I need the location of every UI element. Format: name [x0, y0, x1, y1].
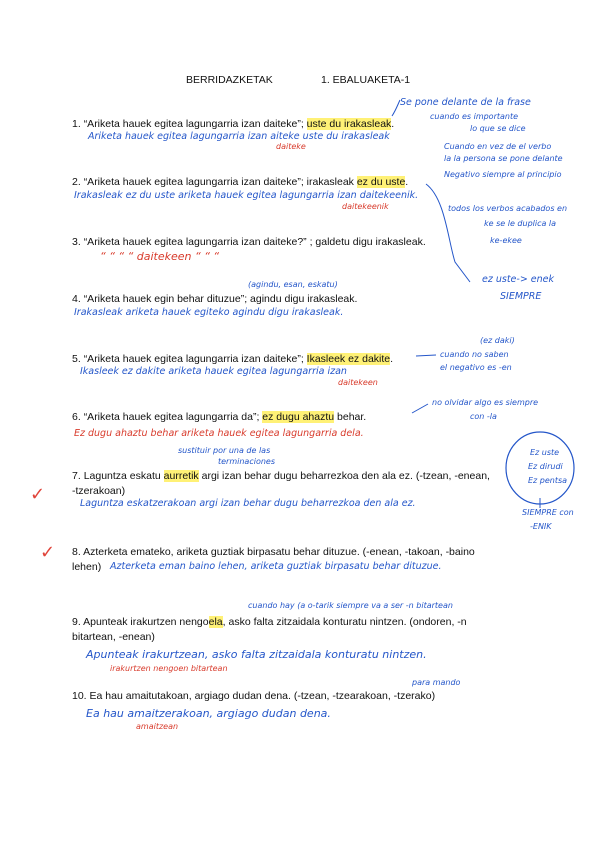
exercise-item-6: 6. “Ariketa hauek egitea lagungarria da”; ez dugu ahaztu behar. — [72, 411, 367, 423]
margin-note-2c: Negativo siempre al principio — [444, 170, 562, 179]
margin-note-6: no olvidar algo es siempre — [432, 398, 539, 407]
margin-note-1b: cuando es importante — [430, 112, 519, 121]
margin-note-2b: la la persona se pone delante — [444, 154, 563, 163]
margin-note-4b: SIEMPRE — [500, 291, 542, 302]
document-header-left: BERRIDAZKETAK — [186, 74, 273, 86]
margin-note-5c: el negativo es -en — [440, 363, 512, 372]
handwritten-answer-8: Azterketa eman baino lehen, ariketa guztiak birpasatu behar dituzue. — [110, 561, 442, 572]
checkmark-icon: ✓ — [30, 484, 46, 505]
handwritten-answer-1: Ariketa hauek egitea lagungarria izan aiteke uste du irakasleak — [88, 131, 390, 142]
handwritten-answer-4: Irakasleak ariketa hauek egiteko agindu digu irakasleak. — [74, 307, 344, 318]
handwritten-correction-5: daitekeen — [338, 378, 378, 387]
exercise-item-9: 9. Apunteak irakurtzen nengoela, asko falta zitzaidala konturatu nintzen. (ondoren, -n — [72, 616, 467, 628]
circled-note-line-2: Ez dirudi — [528, 462, 563, 471]
exercise-item-9-line2: bitartean, -enean) — [72, 631, 155, 643]
exercise-item-10: 10. Ea hau amaitutakoan, argiago dudan dena. (-tzean, -tzearakoan, -tzerako) — [72, 690, 436, 702]
document-header-right: 1. EBALUAKETA-1 — [321, 74, 411, 86]
margin-note-7: SIEMPRE con — [522, 508, 574, 517]
exercise-item-1: 1. “Ariketa hauek egitea lagungarria izan daiteke”; uste du irakasleak. — [72, 118, 395, 130]
handwritten-answer-2: Irakasleak ez du uste ariketa hauek egitea lagungarria izan daitekeenik. — [74, 190, 419, 201]
margin-note-3b: ke se le duplica la — [484, 219, 557, 228]
exercise-item-7: 7. Laguntza eskatu aurretik argi izan behar dugu beharrezkoa den ala ez. (-tzean, -enean, — [72, 470, 490, 482]
margin-note-5b: cuando no saben — [440, 350, 509, 359]
exercise-item-2: 2. “Ariketa hauek egitea lagungarria izan daiteke”; irakasleak ez du uste. — [72, 176, 409, 188]
handwritten-answer-9: Apunteak irakurtzean, asko falta zitzaidala konturatu nintzen. — [86, 648, 427, 661]
margin-note-4: ez uste-> enek — [482, 274, 555, 285]
handwritten-note-10: para mando — [412, 678, 461, 687]
handwritten-correction-1: daiteke — [276, 142, 306, 151]
handwritten-correction-2: daitekeenik — [342, 202, 389, 211]
exercise-item-4: 4. “Ariketa hauek egin behar dituzue”; agindu digu irakasleak. — [72, 293, 358, 305]
handwritten-correction-9: irakurtzen nengoen bitartean — [110, 664, 228, 673]
circled-note-line-1: Ez uste — [530, 448, 560, 457]
exercise-item-7-line2: -tzerakoan) — [72, 485, 126, 497]
margin-note-3: todos los verbos acabados en — [448, 204, 568, 213]
margin-note-3c: ke-ekee — [490, 236, 522, 245]
exercise-item-8: 8. Azterketa emateko, ariketa guztiak birpasatu behar dituzue. (-enean, -takoan, -baino — [72, 546, 475, 558]
exercise-item-3: 3. “Ariketa hauek egitea lagungarria izan daiteke?” ; galdetu digu irakasleak. — [72, 236, 426, 248]
checkmark-icon: ✓ — [40, 542, 56, 563]
handwritten-correction-10: amaitzean — [136, 722, 179, 731]
handwritten-answer-7: Laguntza eskatzerakoan argi izan behar dugu beharrezkoa den ala ez. — [80, 498, 416, 509]
margin-note-7b: -ENIK — [530, 522, 552, 531]
handwritten-answer-3: “ “ “ “ daitekeen “ “ “ — [100, 250, 220, 263]
margin-note-5: (ez daki) — [480, 336, 515, 345]
handwritten-note-4: (agindu, esan, eskatu) — [248, 280, 338, 289]
handwritten-answer-6: Ez dugu ahaztu behar ariketa hauek egitea lagungarria dela. — [74, 428, 364, 439]
margin-note-6b: con -la — [470, 412, 497, 421]
margin-note-1c: lo que se dice — [470, 124, 526, 133]
handwritten-note-7a: sustituir por una de las — [178, 446, 271, 455]
handwritten-note-7b: terminaciones — [218, 457, 276, 466]
margin-note-1: Se pone delante de la frase — [400, 97, 531, 108]
handwritten-note-9: cuando hay (a o-tarik siempre va a ser -n bitartean — [248, 601, 453, 610]
exercise-item-8-line2: lehen) — [72, 561, 102, 573]
circled-note-line-3: Ez pentsa — [528, 476, 568, 485]
handwritten-answer-5: Ikasleek ez dakite ariketa hauek egitea lagungarria izan — [80, 366, 347, 377]
margin-note-2: Cuando en vez de el verbo — [444, 142, 552, 151]
handwritten-answer-10: Ea hau amaitzerakoan, argiago dudan dena. — [86, 707, 331, 720]
exercise-item-5: 5. “Ariketa hauek egitea lagungarria izan daiteke”; Ikasleek ez dakite. — [72, 353, 394, 365]
